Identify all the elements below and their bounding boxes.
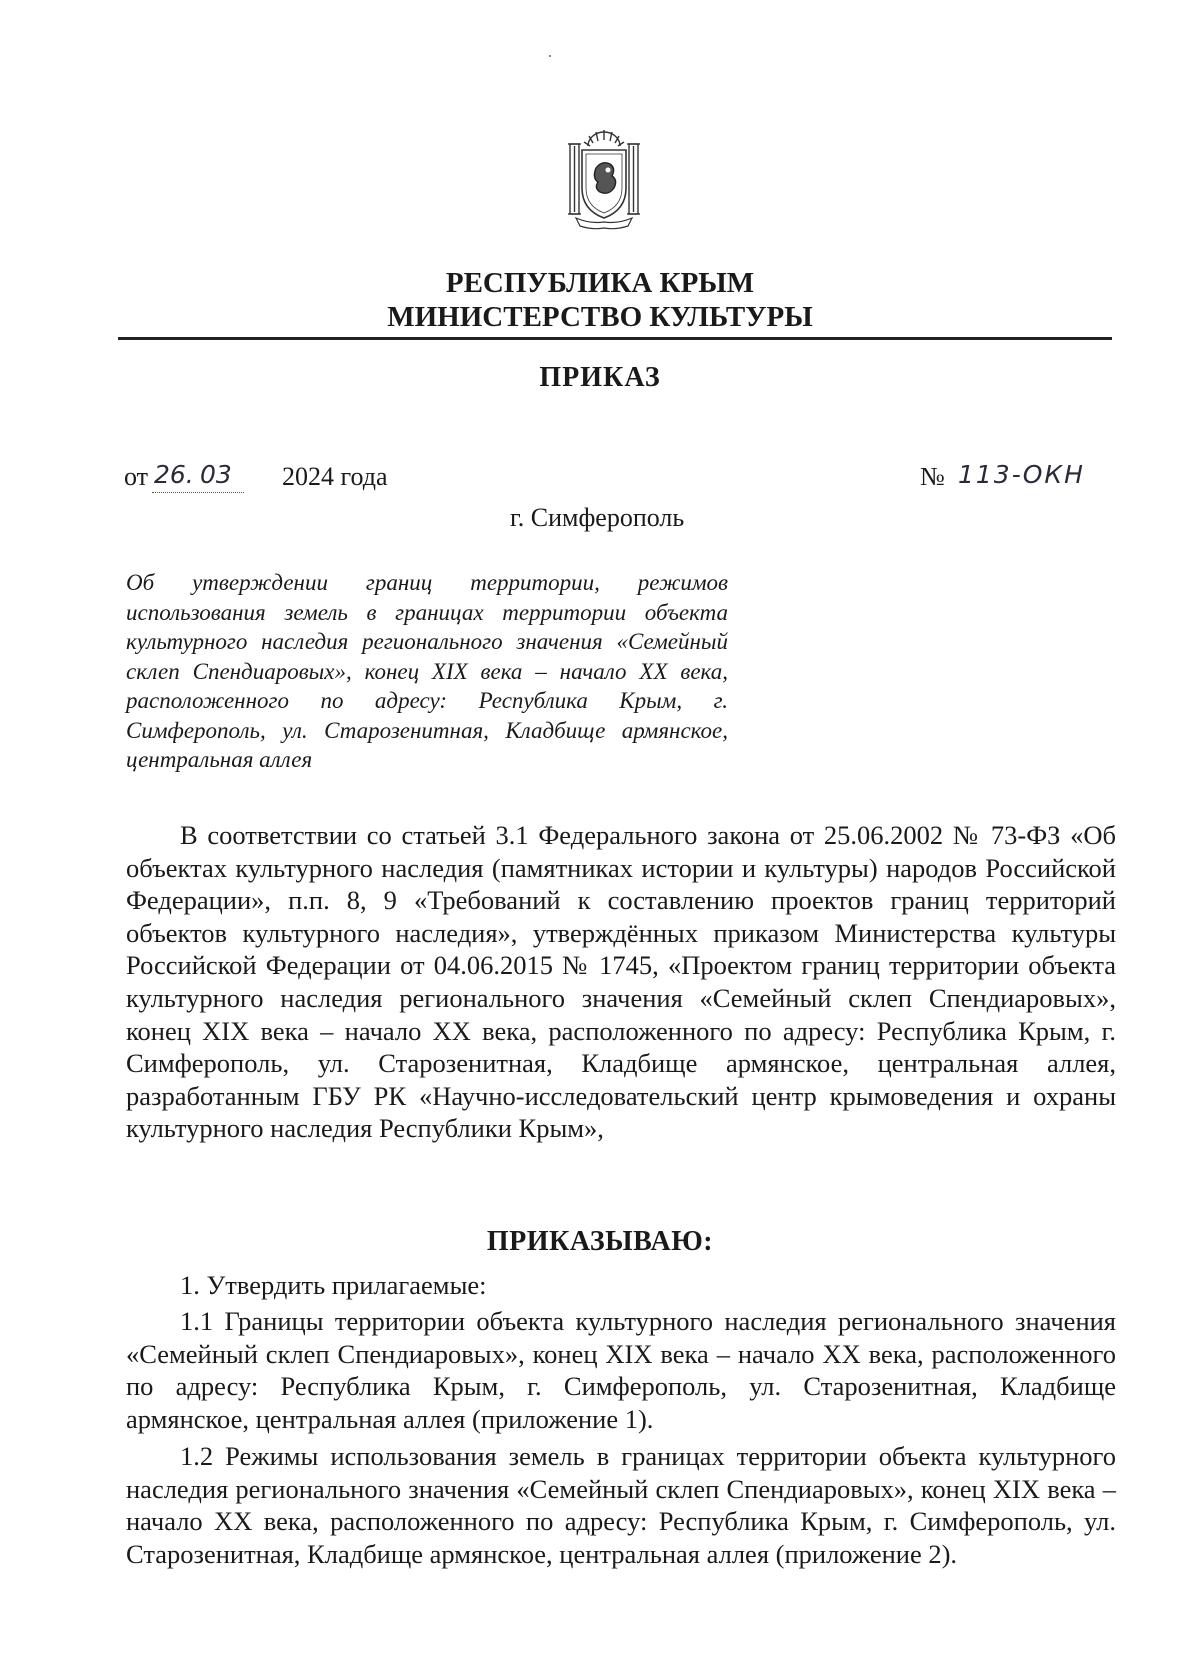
- item-1-1: 1.1 Границы территории объекта культурного наследия регионального значения «Семейный склеп Спендиаровых», конец XIX века – начало XX века, расположенного по адресу: Республика Крым, г. Симферополь, ул. Старозенитная, Кладбище армянское, центральная аллея (приложение 1).: [126, 1306, 1116, 1434]
- item-1: 1. Утвердить прилагаемые:: [180, 1270, 487, 1300]
- decree-word: ПРИКАЗЫВАЮ:: [486, 1226, 714, 1257]
- crimea-coat-of-arms-icon: [566, 126, 642, 232]
- org-name-ministry: МИНИСТЕРСТВО КУЛЬТУРЫ: [387, 301, 813, 333]
- order-number-handwritten: 113-ОКН: [958, 460, 1085, 489]
- scan-speck: [549, 55, 551, 57]
- date-month-handwritten: 03: [200, 460, 232, 489]
- preamble-paragraph: В соответствии со статьей 3.1 Федерального закона от 25.06.2002 № 73-ФЗ «Об объектах культурного наследия (памятниках истории и культуры) народов Российской Федерации», п.п. 8, 9 «Требований к составлению проектов границ территорий объектов культурного наследия», утверждённых приказом Министерства культуры Российской Федерации от 04.06.2015 № 1745, «Проектом границ территории объекта культурного наследия регионального значения «Семейный склеп Спендиаровых», конец XIX века – начало XX века, расположенного по адресу: Республика Крым, г. Симферополь, ул. Старозенитная, Кладбище армянское, центральная аллея, разработанным ГБУ РК «Научно-исследовательский центр крымоведения и охраны культурного наследия Республики Крым»,: [126, 820, 1116, 1144]
- number-prefix: №: [920, 462, 945, 491]
- header-divider: [118, 337, 1112, 340]
- date-year: 2024 года: [282, 462, 388, 491]
- document-type: ПРИКАЗ: [539, 362, 661, 393]
- org-name-republic: РЕСПУБЛИКА КРЫМ: [445, 267, 755, 299]
- item-1-2: 1.2 Режимы использования земель в границах территории объекта культурного наследия регионального значения «Семейный склеп Спендиаровых», конец XIX века – начало XX века, расположенного по адресу: Республика Крым, г. Симферополь, ул. Старозенитная, Кладбище армянское, центральная аллея (приложение 2).: [126, 1441, 1116, 1569]
- city: г. Симферополь: [510, 503, 685, 532]
- date-underline: [152, 492, 244, 493]
- date-prefix: от: [124, 462, 149, 491]
- date-day-handwritten: 26.: [154, 460, 194, 489]
- order-subject: Об утверждении границ территории, режимов использования земель в границах территории объекта культурного наследия регионального значения «Семейный склеп Спендиаровых», конец XIX века – начало XX века, расположенного по адресу: Республика Крым, г. Симферополь, ул. Старозенитная, Кладбище армянское, центральная аллея: [126, 570, 728, 772]
